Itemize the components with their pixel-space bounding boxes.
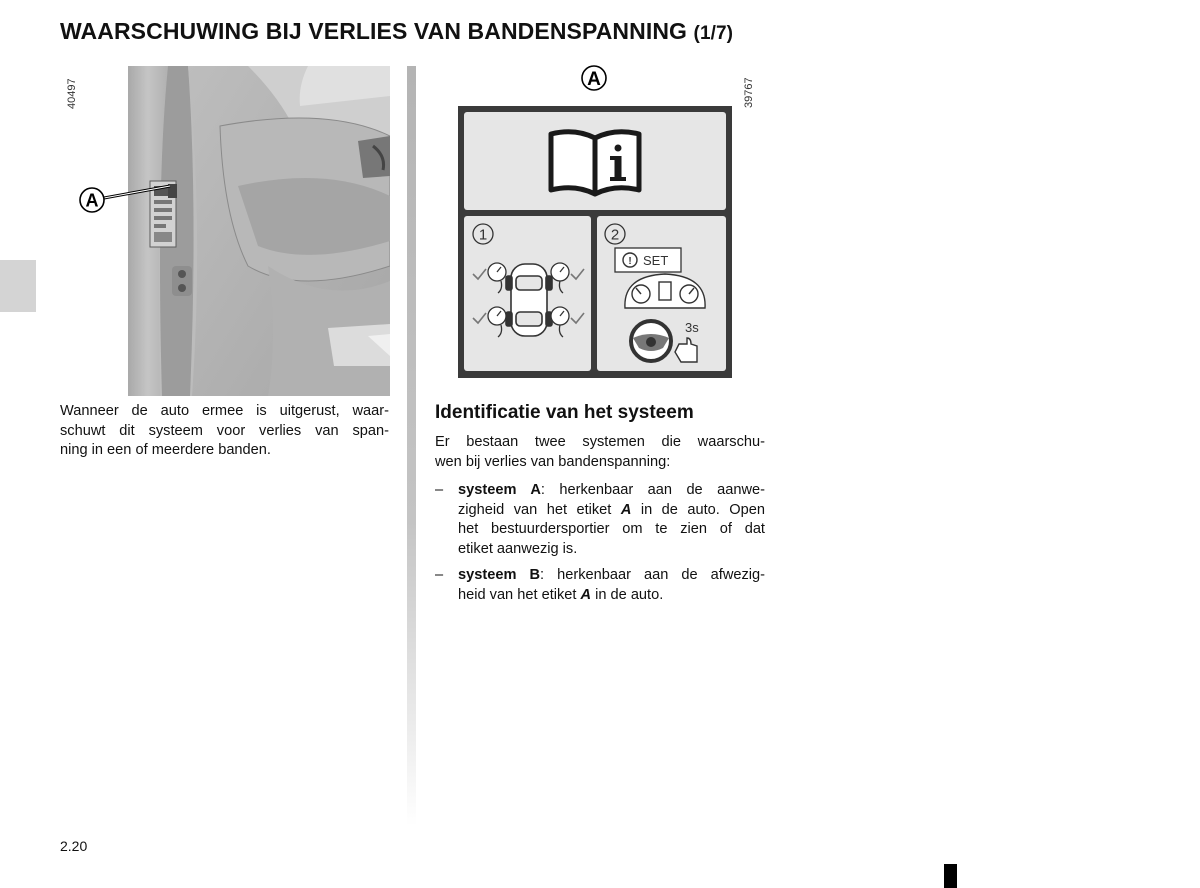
page-title-text: WAARSCHUWING BIJ VERLIES VAN BANDENSPANNING — [60, 18, 688, 44]
page-part-indicator: (1/7) — [693, 23, 734, 44]
system-a-line-1 — [458, 481, 765, 501]
intro-paragraph-line: schuwt dit systeem voor verlies van span- — [60, 422, 389, 439]
system-b-line-2-post: in de auto. — [591, 586, 664, 603]
system-b-line-1 — [458, 566, 765, 586]
steering-wheel-icon — [631, 321, 671, 361]
tyre-pressure-label-figure — [455, 62, 735, 382]
door-figure-ref-code: 40497 — [66, 78, 78, 109]
system-a-line-2-post: in de auto. Open — [631, 501, 765, 518]
system-a-line-2-pre: zigheid van het etiket — [458, 501, 621, 518]
label-figure-ref-code: 39767 — [743, 77, 755, 108]
step-2-number: 2 — [610, 226, 620, 244]
hold-time-label: 3s — [685, 320, 699, 335]
page-number: 2.20 — [60, 838, 88, 854]
system-a-line-4: etiket aanwezig is. — [458, 540, 578, 557]
warning-lamp-icon — [615, 248, 681, 272]
page-edge-marker — [944, 864, 957, 888]
callout-a-door — [78, 176, 178, 220]
svg-text:!: ! — [628, 256, 632, 267]
column-divider — [407, 66, 416, 826]
section-heading: Identificatie van het systeem — [435, 402, 694, 423]
system-b-line-1-rest: : herkenbaar aan de afwezig- — [540, 567, 766, 583]
list-dash: – — [435, 567, 444, 583]
callout-a-label-text: A — [587, 69, 601, 90]
system-a-line-2 — [458, 501, 765, 521]
systems-intro-paragraph — [435, 433, 765, 472]
callout-a-door-text: A — [85, 190, 99, 211]
system-a-line-1-rest: : herkenbaar aan de aanwe- — [540, 482, 765, 498]
car-top-view-icon — [506, 264, 552, 336]
intro-paragraph-line: Wanneer de auto ermee is uitgerust, waar- — [60, 403, 389, 419]
door-pillar-photo — [128, 66, 390, 396]
chapter-side-tab — [0, 260, 36, 312]
label-a-reference: A — [620, 501, 632, 518]
page-title — [60, 18, 733, 45]
system-b-term: systeem B — [458, 567, 541, 583]
list-dash: – — [435, 482, 444, 498]
book-info-icon — [551, 132, 639, 194]
system-b-line-2 — [458, 586, 765, 606]
system-b-line-2-pre: heid van het etiket — [458, 586, 581, 603]
system-a-term: systeem A — [458, 482, 541, 498]
systems-intro-line: wen bij verlies van bandenspanning: — [435, 453, 671, 470]
systems-intro-line: Er bestaan twee systemen die waarschu- — [435, 434, 765, 450]
intro-paragraph-line: ning in een of meerdere banden. — [60, 442, 271, 458]
label-a-reference: A — [580, 586, 592, 603]
intro-paragraph — [60, 402, 389, 461]
system-a-line-3: het bestuurdersportier om te zien of dat — [458, 521, 765, 537]
step-1-number: 1 — [478, 226, 488, 244]
set-label: SET — [643, 253, 669, 268]
